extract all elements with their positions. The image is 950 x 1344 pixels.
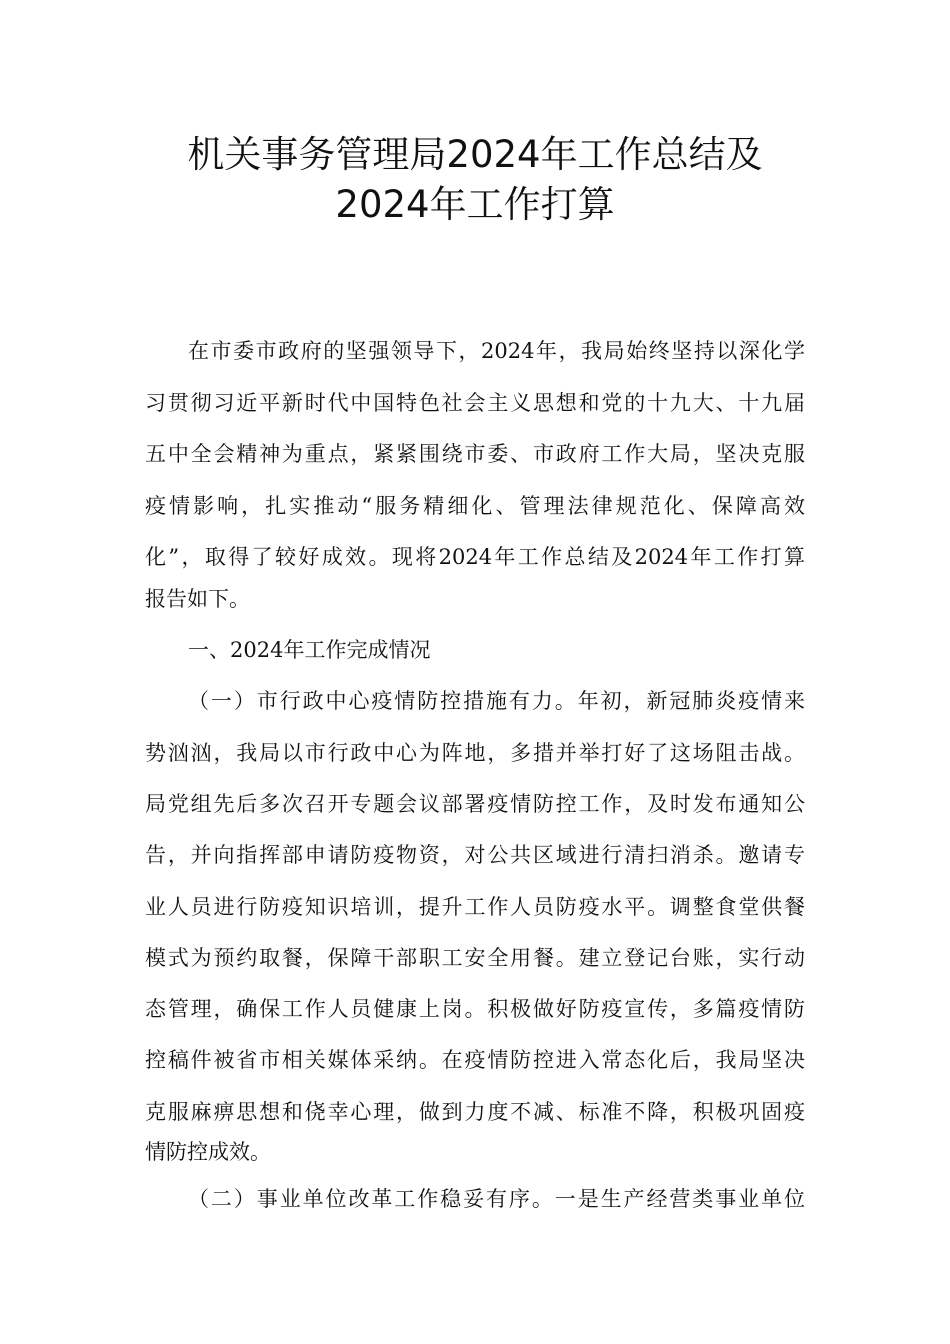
paragraph-1-line: 控稿件被省市相关媒体采纳。在疫情防控进入常态化后，我局坚决 xyxy=(145,1048,805,1072)
paragraph-intro-line: 五中全会精神为重点，紧紧围绕市委、市政府工作大局，坚决克服 xyxy=(145,442,805,466)
paragraph-1-line: （一）市行政中心疫情防控措施有力。年初，新冠肺炎疫情来 xyxy=(188,689,805,713)
document-title-line-2: 2024年工作打算 xyxy=(335,183,615,226)
paragraph-2-line: （二）事业单位改革工作稳妥有序。一是生产经营类事业单位 xyxy=(188,1187,805,1211)
paragraph-1-line: 势汹汹，我局以市行政中心为阵地，多措并举打好了这场阻击战。 xyxy=(145,741,805,765)
paragraph-1-line: 克服麻痹思想和侥幸心理，做到力度不减、标准不降，积极巩固疫 xyxy=(145,1100,805,1124)
paragraph-intro-line: 习贯彻习近平新时代中国特色社会主义思想和党的十九大、十九届 xyxy=(145,391,805,415)
paragraph-intro-line: 疫情影响，扎实推动“服务精细化、管理法律规范化、保障高效 xyxy=(145,494,805,518)
paragraph-1-line: 告，并向指挥部申请防疫物资，对公共区域进行清扫消杀。邀请专 xyxy=(145,843,805,867)
document-title-line-1: 机关事务管理局2024年工作总结及 xyxy=(187,133,763,176)
paragraph-1-line: 态管理，确保工作人员健康上岗。积极做好防疫宣传，多篇疫情防 xyxy=(145,997,805,1021)
paragraph-1-line: 情防控成效。 xyxy=(145,1140,271,1164)
paragraph-1-line: 局党组先后多次召开专题会议部署疫情防控工作，及时发布通知公 xyxy=(145,792,805,816)
paragraph-1-line: 业人员进行防疫知识培训，提升工作人员防疫水平。调整食堂供餐 xyxy=(145,895,805,919)
paragraph-intro-line: 报告如下。 xyxy=(145,587,250,611)
paragraph-1-line: 模式为预约取餐，保障干部职工安全用餐。建立登记台账，实行动 xyxy=(145,946,805,970)
paragraph-intro-line: 化”，取得了较好成效。现将2024年工作总结及2024年工作打算 xyxy=(145,545,805,569)
paragraph-intro-line: 在市委市政府的坚强领导下，2024年，我局始终坚持以深化学 xyxy=(188,339,805,363)
section-heading: 一、2024年工作完成情况 xyxy=(188,638,431,662)
